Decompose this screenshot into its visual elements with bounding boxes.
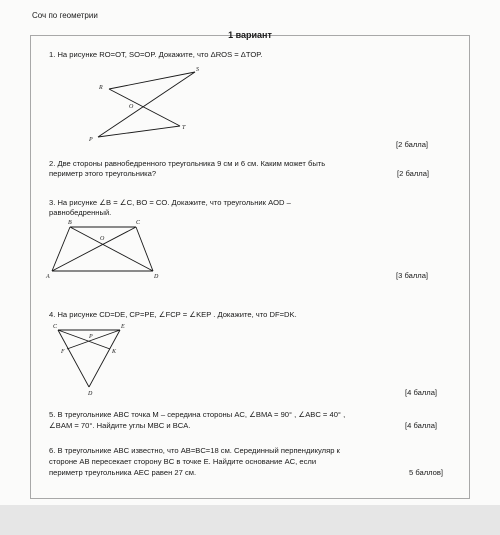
segment-EF	[67, 330, 120, 349]
task-4-text: 4. На рисунке CD=DE, CP=PE, ∠FCP = ∠KEP . Докажите, что DF=DK.	[49, 310, 297, 319]
task-4-score: [4 балла]	[405, 388, 438, 397]
fig3-label-D: D	[154, 274, 159, 280]
task-6-line-3: периметр треугольника AEC равен 27 см.	[49, 468, 197, 477]
fig4-label-C: C	[53, 324, 58, 330]
task-6-line-2: стороне AB пересекает сторону BC в точке E. Найдите основание AC, если	[49, 457, 317, 466]
segment-BA	[52, 227, 70, 271]
fig1-label-T: T	[182, 125, 186, 131]
fig4-label-F: F	[61, 349, 65, 355]
task-6-score: 5 баллов]	[409, 468, 444, 477]
task-1-text: 1. На рисунке RO=OT, SO=OP. Докажите, что ΔROS = ΔTOP.	[49, 50, 263, 59]
task-3-line-2: равнобедренный.	[49, 208, 112, 217]
figure-3-trapezoid	[48, 218, 168, 283]
segment-CK	[58, 330, 110, 349]
fig3-label-A: A	[46, 274, 50, 280]
task-2-score: [2 балла]	[397, 169, 430, 178]
fig3-label-C: C	[136, 220, 141, 226]
figure-1-crossing-triangles	[85, 62, 199, 147]
fig4-label-E: E	[121, 324, 125, 330]
task-2-line-2: периметр этого треугольника?	[49, 169, 157, 178]
fig4-label-P: P	[89, 334, 93, 340]
page-header-title: Соч по геометрии	[32, 11, 98, 20]
task-6-line-1: 6. В треугольнике ABC известно, что AB=BC=18 см. Серединный перпендикуляр к	[49, 446, 340, 455]
bottom-margin-shade	[0, 505, 500, 535]
fig1-label-R: R	[99, 85, 103, 91]
segment-ED	[89, 330, 120, 387]
fig3-label-O: O	[100, 236, 105, 242]
fig1-label-O: O	[129, 104, 134, 110]
segment-CD	[58, 330, 89, 387]
fig1-label-S: S	[196, 67, 199, 73]
segment-CD	[136, 227, 153, 271]
segment-RT	[109, 89, 180, 126]
fig1-label-P: P	[89, 137, 93, 143]
segment-BD	[70, 227, 153, 271]
fig4-label-K: K	[112, 349, 117, 355]
task-5-score: [4 балла]	[405, 421, 438, 430]
task-2-line-1: 2. Две стороны равнобедренного треугольника 9 см и 6 см. Каким может быть	[49, 159, 326, 168]
figure-4-intersecting-triangles	[55, 322, 130, 397]
task-3-score: [3 балла]	[396, 271, 429, 280]
task-1-score: [2 балла]	[396, 140, 429, 149]
task-3-line-1: 3. На рисунке ∠B = ∠C, BO = CO. Докажите, что треугольник AOD –	[49, 198, 291, 207]
segment-PT	[98, 126, 180, 137]
segment-CA	[52, 227, 136, 271]
task-5-line-1: 5. В треугольнике ABC точка M – середина стороны AC, ∠BMA = 90° , ∠ABC = 40° ,	[49, 410, 346, 419]
fig4-label-D: D	[88, 391, 93, 397]
task-5-line-2: ∠BAM = 70°. Найдите углы MBC и BCA.	[49, 421, 191, 430]
variant-title: 1 вариант	[228, 30, 272, 40]
fig3-label-B: B	[68, 220, 72, 226]
